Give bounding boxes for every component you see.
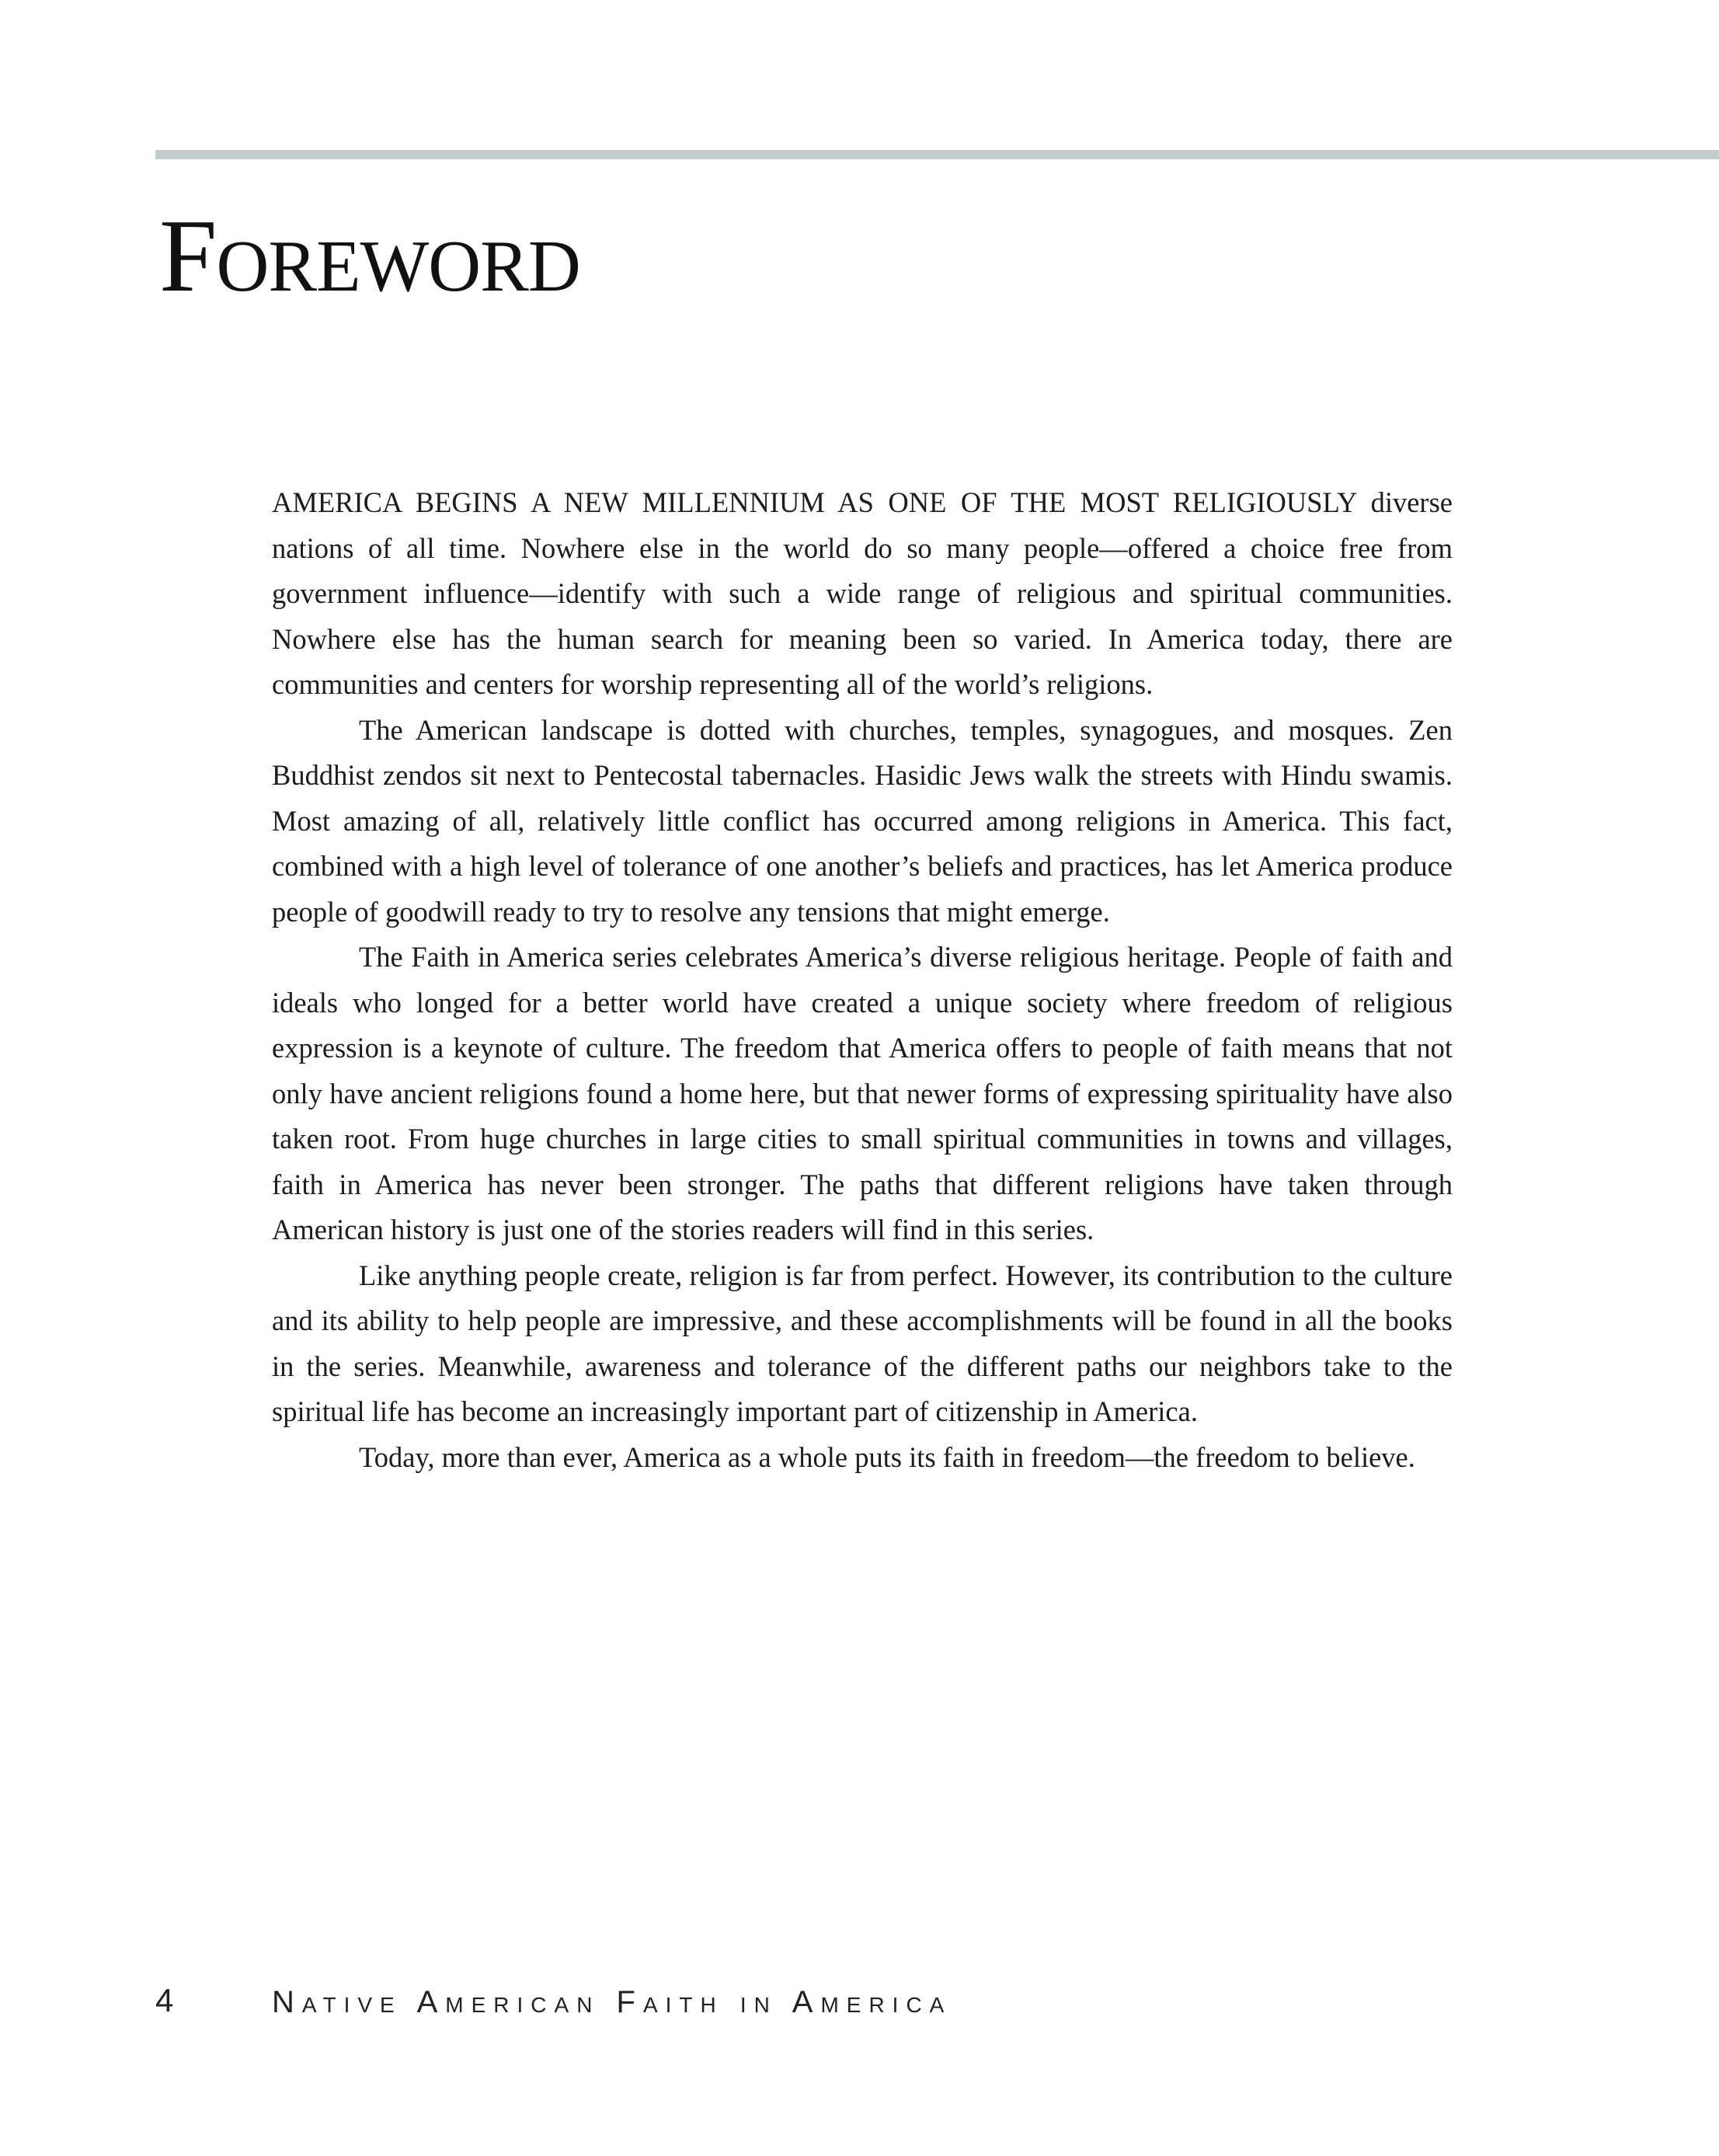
- page-title: Foreword: [159, 198, 580, 313]
- body-text: [272, 480, 1453, 1480]
- paragraph-2: The American landscape is dotted with churches, temples, synagogues, and mosques. Zen Buddhist zendos sit next to Pentecostal tabernacles. Hasidic Jews walk the streets with Hindu swamis. Most amazing of all, relatively little conflict has occurred among religions in America. This fact, combined with a high level of tolerance of one another’s beliefs and practices, has let America produce people of goodwill ready to try to resolve any tensions that might emerge.: [272, 713, 1453, 928]
- paragraph-1: AMERICA BEGINS A NEW MILLENNIUM AS ONE OF THE MOST RELIGIOUSLY diverse nations of all time. Nowhere else in the world do so many people—offered a choice free from government influence—identify with such a wide range of religious and spiritual communities. Nowhere else has the human search for meaning been so varied. In America today, there are communities and centers for worship representing all of the world’s religions.: [272, 486, 1453, 700]
- paragraph-3: The Faith in America series celebrates America’s diverse religious heritage. People of faith and ideals who longed for a better world have created a unique society where freedom of religious expression is a keynote of culture. The freedom that America offers to people of faith means that not only have ancient religions found a home here, but that newer forms of expressing spirituality have also taken root. From huge churches in large cities to small spiritual communities in towns and villages, faith in America has never been stronger. The paths that different religions have taken through American history is just one of the stories readers will find in this series.: [272, 941, 1453, 1245]
- top-rule: [155, 150, 1719, 159]
- paragraph-4: Like anything people create, religion is far from perfect. However, its contribution to the culture and its ability to help people are impressive, and these accomplishments will be found in all the books in the series. Meanwhile, awareness and tolerance of the different paths our neighbors take to the spiritual life has become an increasingly important part of citizenship in America.: [272, 1259, 1453, 1427]
- running-footer-title: Native American Faith in America: [272, 1985, 952, 2019]
- page-number: 4: [155, 1982, 174, 2018]
- paragraph-5: Today, more than ever, America as a whole puts its faith in freedom—the freedom to believe.: [359, 1440, 1415, 1473]
